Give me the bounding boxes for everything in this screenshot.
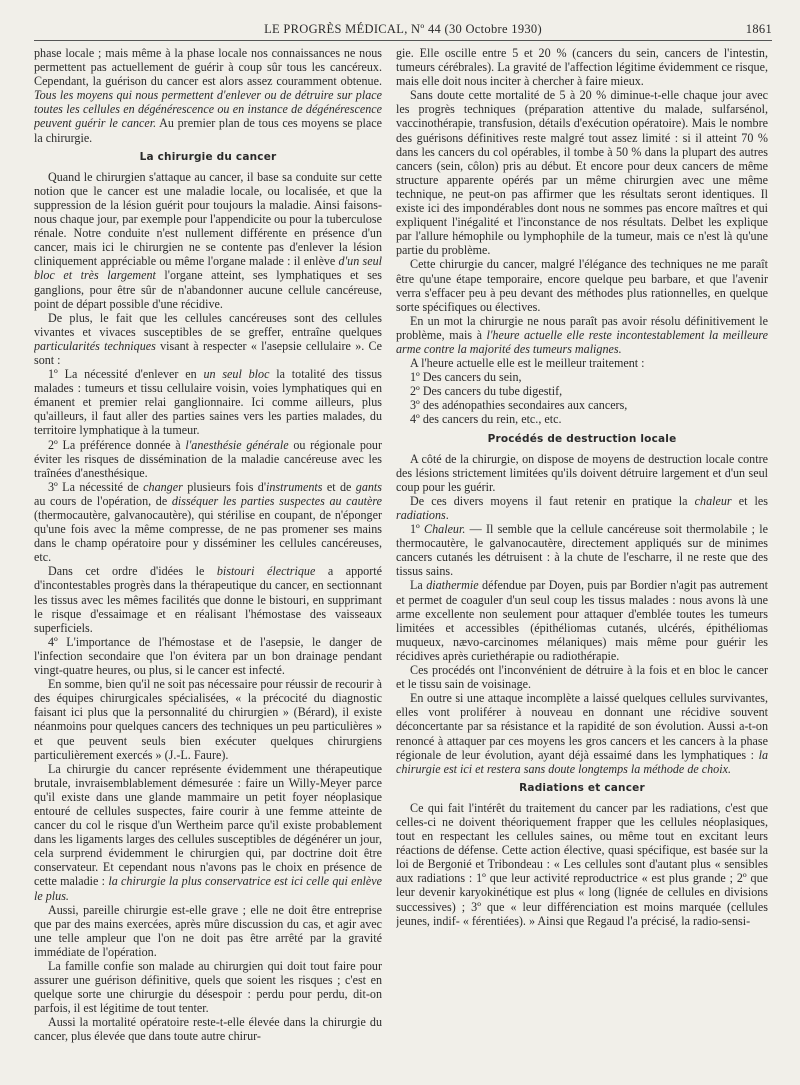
list-item: 4º des cancers du rein, etc., etc. — [410, 412, 562, 427]
paragraph: La chirurgie du cancer représente évidemment une thérapeutique brutale, invraisemblablement démesurée : faire un Willy-Meyer parce qu'il existe dans une glande mammaire un petit foyer néoplasique entouré de cellules suspectes, faire courir à une femme atteinte de cancer du col le risque d'un Wertheim parce qu'il existe probablement dans les ligaments larges des cellules susceptibles de dégénérer un jour, cela surprend évidemment le chirurgien qui, par doctrine doit être conservateur. Et cependant nous n'avons pas le choix en présence de cette maladie : la chirurgie la plus conservatrice est ici celle qui enlève le plus. — [34, 761, 382, 903]
paragraph: Ces procédés ont l'inconvénient de détruire à la fois et en bloc le cancer et le tissu sain de voisinage. — [396, 663, 768, 692]
paragraph: phase locale ; mais même à la phase locale nos connaissances ne nous permettent pas actuellement de guérir à coup sûr tous les cancéreux. Cependant, la guérison du cancer est alors assez couramment obtenue. Tous les moyens qui nous permettent d'enlever ou de détruire sur place toutes les cellules en dégénérescence ou en instance de dégénérescence peuvent guérir le cancer. Au premier plan de tous ces moyens se place la chirurgie. — [34, 46, 382, 145]
paragraph: En outre si une attaque incomplète a laissé quelques cellules survivantes, elles vont proliférer à nouveau en donnant une récidive souvent déconcertante par sa résistance et la rapidité de son évolution. Aussi a-t-on renoncé à attaquer par ces moyens les gros cancers et les cancers à la phase régionale de leur évolution, ayant déjà essaimé dans les lymphatiques : la chirurgie est ici et restera sans doute longtemps la méthode de choix. — [396, 691, 768, 776]
paragraph: La diathermie défendue par Doyen, puis par Bordier n'agit pas autrement et permet de coaguler d'un seul coup les tissus malades : nous avons là une arme excellente non seulement pour attaquer d'emblée toutes les tumeurs limitées et accessibles (épithéliomas cutanés, ulcérés, épithéliomas muqueux, nævo-carcinomes mélaniques) mais même pour guérir les récidives après curiethérapie ou radiothérapie. — [396, 578, 768, 663]
paragraph: A l'heure actuelle elle est le meilleur traitement : — [410, 356, 645, 371]
paragraph: gie. Elle oscille entre 5 et 20 % (cancers du sein, cancers de l'intestin, tumeurs cérébrales). La gravité de l'affection légitime évidemment ce risque, mais elle doit nous inciter à chercher à faire mieux. — [396, 46, 768, 89]
paragraph: En un mot la chirurgie ne nous paraît pas avoir résolu définitivement le problème, mais à l'heure actuelle elle reste incontestablement la meilleure arme contre la majorité des tumeurs malignes. — [396, 313, 768, 356]
list-item: 2º Des cancers du tube digestif, — [410, 384, 563, 399]
treatment-list — [396, 370, 768, 426]
paragraph: De plus, le fait que les cellules cancéreuses sont des cellules vivantes et vivaces susceptibles de se greffer, entraîne quelques particularités techniques visant à respecter « l'asepsie cellulaire ». Ce sont : — [34, 310, 382, 367]
journal-title: LE PROGRÈS MÉDICAL, Nº 44 (30 Octobre 1930) — [264, 22, 542, 36]
list-item: 4º L'importance de l'hémostase et de l'asepsie, le danger de l'infection secondaire que l'on évitera par un bon drainage pendant vingt-quatre heures, ou plus, si le cancer est infecté. — [34, 634, 382, 678]
paragraph: Aussi, pareille chirurgie est-elle grave ; elle ne doit être entreprise que par des mains exercées, après mûre discussion du cas, et agir avec une telle ampleur que l'on ne doit pas être arrêté par la gravité immédiate de l'opération. — [34, 902, 382, 959]
header-rule — [34, 40, 772, 41]
section-heading-local-destruction: Procédés de destruction locale — [487, 432, 677, 445]
paragraph: Sans doute cette mortalité de 5 à 20 % diminue-t-elle chaque jour avec les progrès techniques (préparation attentive du malade, sulfarsénol, vaccinothérapie, transfusion, détails d'exécution opératoire). Mais le nombre des guérisons définitives reste malgré tout assez limité : si il atteint 70 % dans les cancers du col opérables, il tombe à 50 % dans la plupart des autres cancers (sein, côlon) pris au début. Et encore pour deux cancers de même structure apparente opérés par un même chirurgien avec une même technique, ne peut-on pas affirmer que les résultats seront identiques. Il existe ici des impondérables dont nous ne sommes pas encore maîtres et qui expliquent l'inégalité et l'inconstance de nos résultats. Delbet les explique par l'allure hémophile ou lymphophile de la tumeur, mais ce n'est là qu'une partie du problème. — [396, 88, 768, 258]
right-column — [396, 46, 768, 1071]
list-item: 3º des adénopathies secondaires aux cancers, — [410, 398, 628, 413]
paragraph: Aussi la mortalité opératoire reste-t-elle élevée dans la chirurgie du cancer, plus élevée que dans toute autre chirur- — [34, 1015, 382, 1044]
paragraph: Quand le chirurgien s'attaque au cancer, il base sa conduite sur cette notion que le cancer est une maladie locale, ou localisée, et que la suppression de la lésion guérit pour toujours la maladie. Ainsi faisons-nous chaque jour, par exemple pour l'appendicite ou pour la tuberculose rénale. Notre conduite n'est nullement différente en présence d'un cancer, mais ici le chirurgien ne se contente pas d'enlever la lésion cliniquement appréciable ou même l'organe malade : il enlève d'un seul bloc et très largement l'organe atteint, ses lymphatiques et ses ganglions, pour être sûr de n'abandonner aucune cellule cancéreuse, point de départ possible d'une récidive. — [34, 169, 382, 311]
left-column — [34, 46, 382, 1071]
paragraph: Cette chirurgie du cancer, malgré l'élégance des techniques ne me paraît être qu'une étape temporaire, encore quelque peu barbare, et que l'avenir verra s'effacer peu à peu devant des méthodes plus rationnelles, en quelque sorte spécifiques ou électives. — [396, 257, 768, 314]
paragraph: A côté de la chirurgie, on dispose de moyens de destruction locale contre des lésions strictement limitées qu'ils doivent détruire largement et d'un seul coup pour les guérir. — [396, 451, 768, 494]
paragraph: En somme, bien qu'il ne soit pas nécessaire pour réussir de recourir à des équipes chirurgicales spécialisées, « la précocité du diagnostic faisant ici plus que la personnalité du chirurgien » (Bérard), il existe néanmoins pour quelques cancers des techniques un peu particulières » et que peuvent seuls bien exécuter quelques chirurgiens particulièrement exercés » (J.-L. Faure). — [34, 677, 382, 762]
section-heading-radiations: Radiations et cancer — [519, 781, 645, 794]
page-number: 1861 — [745, 22, 772, 36]
paragraph: De ces divers moyens il faut retenir en pratique la chaleur et les radiations. — [396, 493, 768, 522]
paragraph: Ce qui fait l'intérêt du traitement du cancer par les radiations, c'est que celles-ci ne doivent théoriquement frapper que les cellules néoplasiques, tout en respectant les cellules saines, ou même tout en excitant leurs réactions de défense. Cette action élective, quasi spécifique, est basée sur la loi de Bergonié et Tribondeau : « Les cellules sont d'autant plus « sensibles aux radiations : 1º que leur activité reproductrice « est plus grande ; 2º que leur devenir karyokinétique est plus « long (lignée de cellules en divisions successives) ; 3º que « leur différenciation est moins marquée (cellules jeunes, indif- « férentiées). » Ainsi que Regaud l'a précisé, la radio-sensi- — [396, 800, 768, 928]
list-item: 2º La préférence donnée à l'anesthésie générale ou régionale pour éviter les risques de dissémination de la maladie cancéreuse avec les traînées d'anesthésique. — [34, 437, 382, 480]
list-item: 3º La nécessité de changer plusieurs fois d'instruments et de gants au cours de l'opération, de disséquer les parties suspectes au cautère (thermocautère, galvanocautère), qui stérilise en coupant, de n'éponger qu'une fois avec la même compresse, de ne pas promener ses mains dans le champ opératoire pour y disséminer les cellules cancéreuses, etc. — [34, 479, 382, 565]
list-item: 1º La nécessité d'enlever en un seul bloc la totalité des tissus malades : tumeurs et tissu cellulaire voisin, voies lymphatiques qui en émanent et premier relai ganglionnaire. Ici comme ailleurs, plus qu'ailleurs, il faut aller des parties saines vers les parties malades, du territoire lymphatique à la tumeur. — [34, 367, 382, 438]
section-heading-surgery: La chirurgie du cancer — [139, 150, 277, 163]
paragraph: 1º Chaleur. — Il semble que la cellule cancéreuse soit thermolabile ; le thermocautère, le galvanocautère, directement appliqués sur de minimes cancers cutanés les détruisent : à la chute de l'escharre, il ne reste que des tissus sains. — [396, 522, 768, 579]
running-header — [34, 20, 772, 42]
list-item: 1º Des cancers du sein, — [410, 370, 522, 385]
paragraph: Dans cet ordre d'idées le bistouri électrique a apporté d'incontestables progrès dans la thérapeutique du cancer, en sectionnant les tissus avec les mêmes facilités que donne le bistouri, en supprimant le risque d'essaimage et en réalisant l'hémostase des vaisseaux superficiels. — [34, 564, 382, 635]
paragraph: La famille confie son malade au chirurgien qui doit tout faire pour assurer une guérison définitive, quels que soient les risques ; c'est en quelque sorte une chirurgie du désespoir : perdu pour perdu, dit-on parfois, il est légitime de tout tenter. — [34, 959, 382, 1016]
